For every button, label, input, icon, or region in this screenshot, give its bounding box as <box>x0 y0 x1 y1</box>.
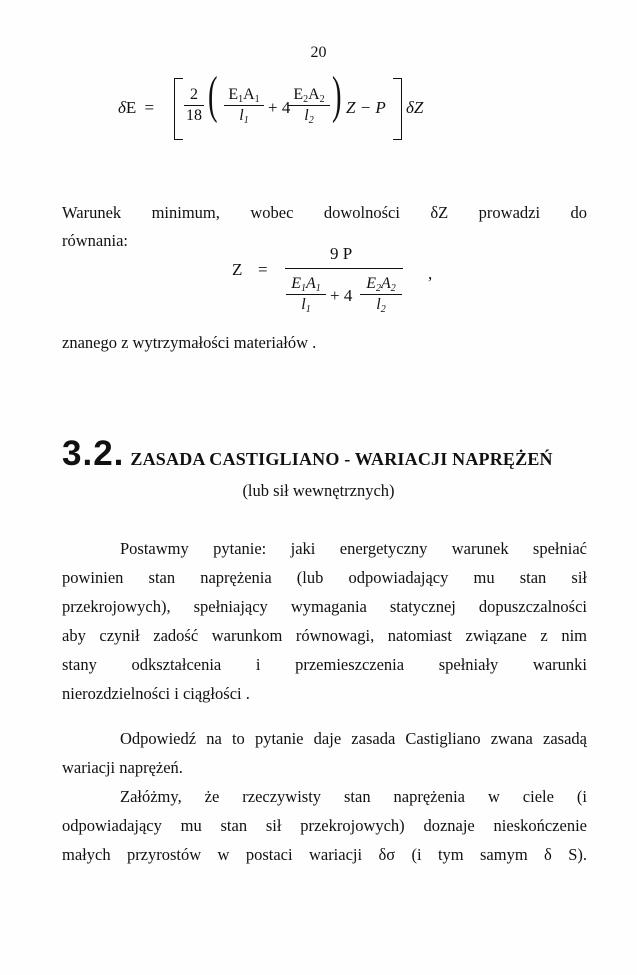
section-heading <box>62 434 622 474</box>
paragraph-2-line-1: Postawmy pytanie: jaki energetyczny warunek spełniać <box>120 539 587 558</box>
subscript: 2 <box>380 304 386 315</box>
paragraph-3-line-1: Odpowiedź na to pytanie daje zasada Castigliano zwana zasadą <box>120 729 587 748</box>
paragraph-4-line-3: małych przyrostów w postaci wariacji δσ (i tym samym δ S). <box>62 845 587 864</box>
formula-lhs <box>118 98 154 118</box>
section-title: ZASADA CASTIGLIANO - WARIACJI NAPRĘŻEŃ <box>130 449 553 469</box>
formula-delta-e <box>0 67 637 150</box>
open-paren: ( <box>208 67 218 124</box>
subscript: 2 <box>376 283 381 294</box>
right-bracket <box>393 78 402 140</box>
left-bracket <box>174 78 183 140</box>
section-subtitle: (lub sił wewnętrznych) <box>242 481 395 500</box>
paragraph-2-line-6: nierozdzielności i ciągłości . <box>62 684 250 703</box>
term2-fraction <box>360 275 402 314</box>
l-letter: l <box>304 107 309 124</box>
subscript: 2 <box>390 283 396 294</box>
page-number: 20 <box>310 44 327 61</box>
e-letter: E <box>291 275 301 292</box>
coef-denominator: 18 <box>186 107 202 124</box>
delta-z: δZ <box>406 98 424 117</box>
equals-sign: = <box>258 260 268 279</box>
plus-four: + 4 <box>330 286 353 305</box>
a-letter: A <box>308 86 320 103</box>
subscript: 1 <box>238 94 244 105</box>
term2-numerator <box>288 86 330 104</box>
subscript: 1 <box>315 283 321 294</box>
paragraph-1-line-1: Warunek minimum, wobec dowolności δZ prowadzi do <box>62 203 587 222</box>
term2-denominator <box>288 107 330 125</box>
term2-fraction <box>288 86 330 125</box>
fraction-bar <box>286 294 326 295</box>
coefficient-fraction <box>184 86 204 125</box>
subscript: 2 <box>308 115 314 126</box>
term1-denominator <box>224 107 264 125</box>
paragraph-2-line-5: stany odkształcenia i przemieszczenia spełniały warunki <box>62 655 587 674</box>
paragraph-2-line-3: przekrojowych), spełniający wymagania statycznej dopuszczalności <box>62 597 587 616</box>
l-letter: l <box>301 296 306 313</box>
l-letter: l <box>239 107 244 124</box>
delta-symbol: δ <box>118 98 126 117</box>
paragraph-2-line-2: powinien stan naprężenia (lub odpowiadający mu stan sił <box>62 568 587 587</box>
paragraph-1-line-2: równania: <box>62 231 128 250</box>
close-paren: ) <box>332 67 342 124</box>
plus-four: + 4 <box>268 98 291 117</box>
paragraph-4-line-1: Załóżmy, że rzeczywisty stan naprężenia w ciele (i <box>120 787 587 806</box>
tail-term: Z − P <box>346 98 386 117</box>
main-fraction-bar <box>285 268 403 269</box>
equals-sign: = <box>144 98 155 117</box>
symbol-e: E <box>125 98 137 117</box>
a-letter: A <box>381 275 391 292</box>
a-letter: A <box>306 275 316 292</box>
coef-numerator: 2 <box>190 86 198 103</box>
section-number: 3.2. <box>62 434 125 473</box>
subscript: 2 <box>303 94 309 105</box>
a-letter: A <box>243 86 255 103</box>
formula-z-numerator: 9 P <box>330 244 353 263</box>
subscript: 1 <box>254 94 260 105</box>
term2-denominator <box>360 296 402 314</box>
subscript: 1 <box>243 115 249 126</box>
trailing-comma: , <box>428 264 433 283</box>
term1-numerator <box>224 86 264 104</box>
subscript: 1 <box>305 304 311 315</box>
e-letter: E <box>228 86 239 103</box>
subscript: 1 <box>301 283 306 294</box>
paragraph-2-line-4: aby czynił zadość warunkom równowagi, natomiast związane z nim <box>62 626 587 645</box>
subscript: 2 <box>319 94 325 105</box>
term1-numerator <box>286 275 326 293</box>
e-letter: E <box>293 86 304 103</box>
paragraph-3-line-2: wariacji naprężeń. <box>62 758 183 777</box>
fraction-bar <box>288 105 330 106</box>
l-letter: l <box>376 296 381 313</box>
term1-fraction <box>224 86 264 125</box>
after-formula-text: znanego z wytrzymałości materiałów . <box>62 333 317 352</box>
term1-fraction <box>286 275 326 314</box>
fraction-bar <box>360 294 402 295</box>
fraction-bar <box>224 105 264 106</box>
e-letter: E <box>366 275 376 292</box>
paragraph-4-line-2: odpowiadający mu stan sił przekrojowych) doznaje nieskończenie <box>62 816 587 835</box>
formula-z-lhs: Z <box>232 260 243 279</box>
fraction-bar <box>184 105 204 106</box>
term2-numerator <box>360 275 402 293</box>
term1-denominator <box>286 296 326 314</box>
